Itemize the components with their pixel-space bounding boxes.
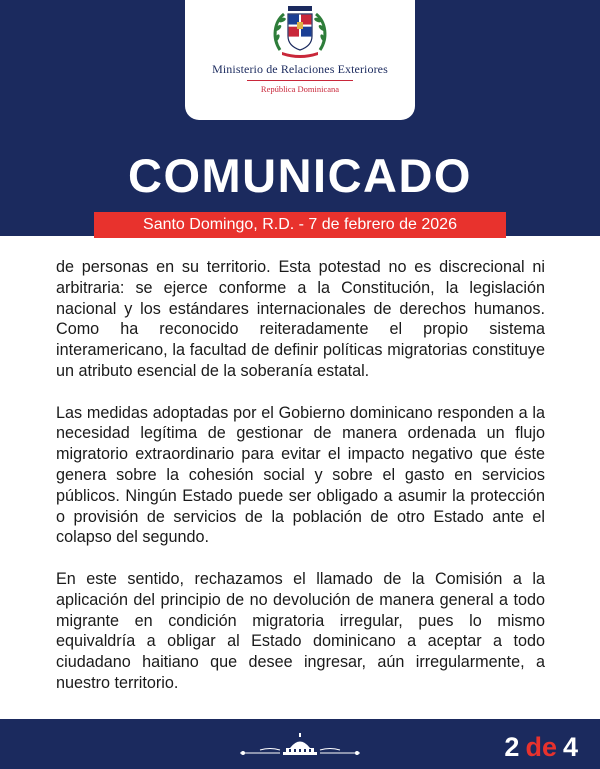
page-counter: [504, 730, 578, 764]
ministry-name: Ministerio de Relaciones Exteriores: [212, 62, 388, 76]
ministry-logo-card: [185, 0, 415, 120]
date-banner: Santo Domingo, R.D. - 7 de febrero de 2026: [94, 212, 506, 238]
dominican-coat-of-arms-icon: [270, 2, 330, 58]
palace-dome-ornament-icon: [240, 733, 360, 759]
page-current: 2: [504, 732, 520, 762]
body-paragraph: En este sentido, rechazamos el llamado de la Comisión a la aplicación del principio de no devolución de manera general a todo migrante en condición migratoria irregular, pues lo mismo equivaldría a obligar al Estado dominicano a aceptar a todo ciudadano haitiano que desee ingresar, aún irregularmente, a nuestro territorio.: [56, 569, 545, 692]
ministry-country: República Dominicana: [260, 84, 340, 94]
body-paragraph: de personas en su territorio. Esta potestad no es discrecional ni arbitraria: se ejerce conforme a la Constitución, la legislación nacional y los estándares internacionales de derechos humanos. Como ha reconocido reiteradamente el propio sistema interamericano, la facultad de definir políticas migratorias constituye un atributo esencial de la soberanía estatal.: [56, 258, 545, 380]
page-total: 4: [562, 732, 578, 762]
ministry-divider: [247, 80, 353, 81]
page-separator: de: [525, 732, 557, 762]
communique-body: [56, 257, 545, 715]
page-title: COMUNICADO: [128, 149, 472, 202]
body-paragraph: Las medidas adoptadas por el Gobierno dominicano responden a la necesidad legítima de gestionar de manera ordenada un flujo migratorio extraordinario para evitar el impacto negativo que éste genera sobre la cohesión social y sobre el gasto en servicios públicos. Ningún Estado puede ser obligado a asumir la protección o provisión de servicios de la población de otro Estado ante el colapso del segundo.: [56, 403, 545, 547]
